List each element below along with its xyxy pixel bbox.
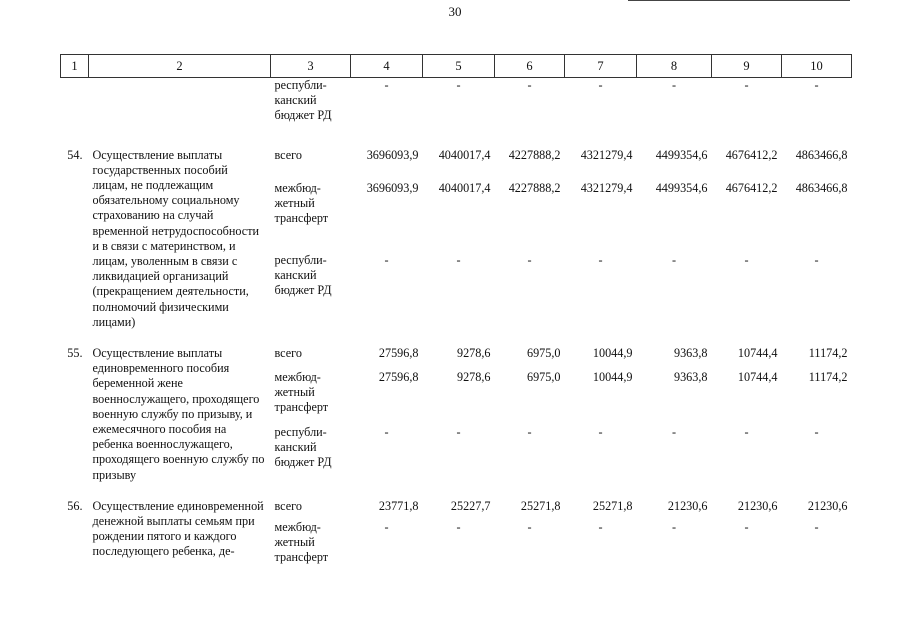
- value-cell: 21230,6: [807, 498, 848, 513]
- funding-source: межбюд- жетный трансферт: [274, 369, 329, 414]
- value-cell: 9278,6: [456, 369, 491, 384]
- value-cell: -: [527, 78, 532, 92]
- funding-source: республи- канский бюджет РД: [274, 78, 332, 123]
- value-cell: 25271,8: [520, 498, 561, 513]
- value-cell: 9363,8: [673, 346, 708, 361]
- value-cell: 21230,6: [667, 498, 708, 513]
- funding-source: республи- канский бюджет РД: [274, 424, 332, 470]
- value-cell: 3696093,9: [366, 147, 419, 162]
- value-cell: -: [598, 252, 603, 267]
- value-cell: -: [671, 252, 677, 267]
- funding-source: всего: [274, 498, 302, 513]
- value-cell: 11174,2: [808, 369, 848, 384]
- value-cell: -: [598, 520, 603, 535]
- value-cell: -: [456, 78, 461, 92]
- value-cell: -: [384, 78, 389, 92]
- column-header: 4: [351, 55, 423, 78]
- column-header: 8: [637, 55, 712, 78]
- value-cell: -: [671, 520, 677, 535]
- value-cell: 4040017,4: [438, 147, 491, 162]
- value-cell: -: [384, 252, 389, 267]
- value-cell: -: [814, 252, 819, 267]
- row-number: 54.: [67, 147, 83, 162]
- value-cell: -: [598, 78, 603, 92]
- top-rule: [628, 0, 850, 1]
- budget-table: [60, 54, 852, 580]
- value-cell: 9363,8: [673, 369, 708, 384]
- column-header: 2: [89, 55, 271, 78]
- value-cell: -: [527, 520, 532, 535]
- value-cell: 4863466,8: [795, 147, 848, 162]
- value-cell: -: [744, 78, 749, 92]
- funding-source: всего: [274, 147, 302, 162]
- column-header: 5: [423, 55, 495, 78]
- funding-source: межбюд- жетный трансферт: [274, 520, 329, 565]
- value-cell: -: [384, 424, 389, 439]
- value-cell: 4040017,4: [438, 181, 491, 196]
- value-cell: -: [671, 78, 677, 92]
- value-cell: -: [527, 252, 532, 267]
- value-cell: -: [456, 424, 461, 439]
- row-number: [61, 78, 89, 138]
- value-cell: -: [814, 520, 819, 535]
- value-cell: 27596,8: [378, 369, 419, 384]
- row-number: 56.: [67, 498, 83, 513]
- value-cell: 25271,8: [592, 498, 633, 513]
- value-cell: -: [598, 424, 603, 439]
- value-cell: 4321279,4: [580, 181, 633, 196]
- value-cell: 10744,4: [737, 369, 778, 384]
- column-header: 3: [271, 55, 351, 78]
- value-cell: -: [814, 424, 819, 439]
- value-cell: 21230,6: [737, 498, 778, 513]
- funding-source: межбюд- жетный трансферт: [274, 181, 329, 226]
- value-cell: 10044,9: [592, 346, 633, 361]
- column-header: 10: [782, 55, 852, 78]
- row-description: Осуществление выплаты единовременного пособия беременной жене военнослужащего, проходящего военную службу по призыву, и ежемесячного пособия на ребенка военнослужащего, проходящего военную службу по призыву: [92, 346, 265, 482]
- value-cell: -: [456, 520, 461, 535]
- row-description: Осуществление единовременной денежной выплаты семьям при рождении пятого и каждого последующего ребенка, де-: [92, 498, 264, 559]
- value-cell: -: [744, 252, 749, 267]
- funding-source: республи- канский бюджет РД: [274, 252, 332, 298]
- row-description: [89, 78, 271, 138]
- value-cell: 4321279,4: [580, 147, 633, 162]
- table-body: [61, 78, 852, 580]
- value-cell: 4499354,6: [655, 147, 708, 162]
- funding-source: всего: [274, 346, 302, 361]
- value-cell: 4676412,2: [725, 181, 778, 196]
- column-header: 1: [61, 55, 89, 78]
- column-header: 9: [712, 55, 782, 78]
- value-cell: -: [527, 424, 532, 439]
- table-row: [61, 78, 852, 138]
- value-cell: 10744,4: [737, 346, 778, 361]
- column-header: 7: [565, 55, 637, 78]
- value-cell: 4227888,2: [508, 147, 561, 162]
- table-row: [61, 336, 852, 369]
- value-cell: 4227888,2: [508, 181, 561, 196]
- value-cell: 3696093,9: [366, 181, 419, 196]
- value-cell: -: [384, 520, 389, 535]
- header-row: [61, 55, 852, 78]
- table-row: [61, 138, 852, 181]
- value-cell: 4863466,8: [795, 181, 848, 196]
- value-cell: 27596,8: [378, 346, 419, 361]
- value-cell: 11174,2: [808, 346, 848, 361]
- value-cell: 6975,0: [526, 346, 561, 361]
- value-cell: -: [814, 78, 819, 92]
- table-row: [61, 489, 852, 520]
- value-cell: 9278,6: [456, 346, 491, 361]
- value-cell: 23771,8: [378, 498, 419, 513]
- row-description: Осуществление выплаты государственных пособий лицам, не подлежащим обязательному социальному страхованию на случай временной нетрудоспособности и в связи с материнством, и лицам, уволенным в связи с ликвидацией организаций (прекращением деятельности, полномочий физическими лицами): [92, 147, 260, 329]
- column-header: 6: [495, 55, 565, 78]
- value-cell: 25227,7: [450, 498, 491, 513]
- page-number: 30: [448, 4, 462, 19]
- value-cell: 4499354,6: [655, 181, 708, 196]
- value-cell: -: [744, 424, 749, 439]
- value-cell: -: [671, 424, 677, 439]
- row-number: 55.: [67, 346, 83, 361]
- value-cell: 6975,0: [526, 369, 561, 384]
- value-cell: -: [744, 520, 749, 535]
- value-cell: -: [456, 252, 461, 267]
- value-cell: 4676412,2: [725, 147, 778, 162]
- value-cell: 10044,9: [592, 369, 633, 384]
